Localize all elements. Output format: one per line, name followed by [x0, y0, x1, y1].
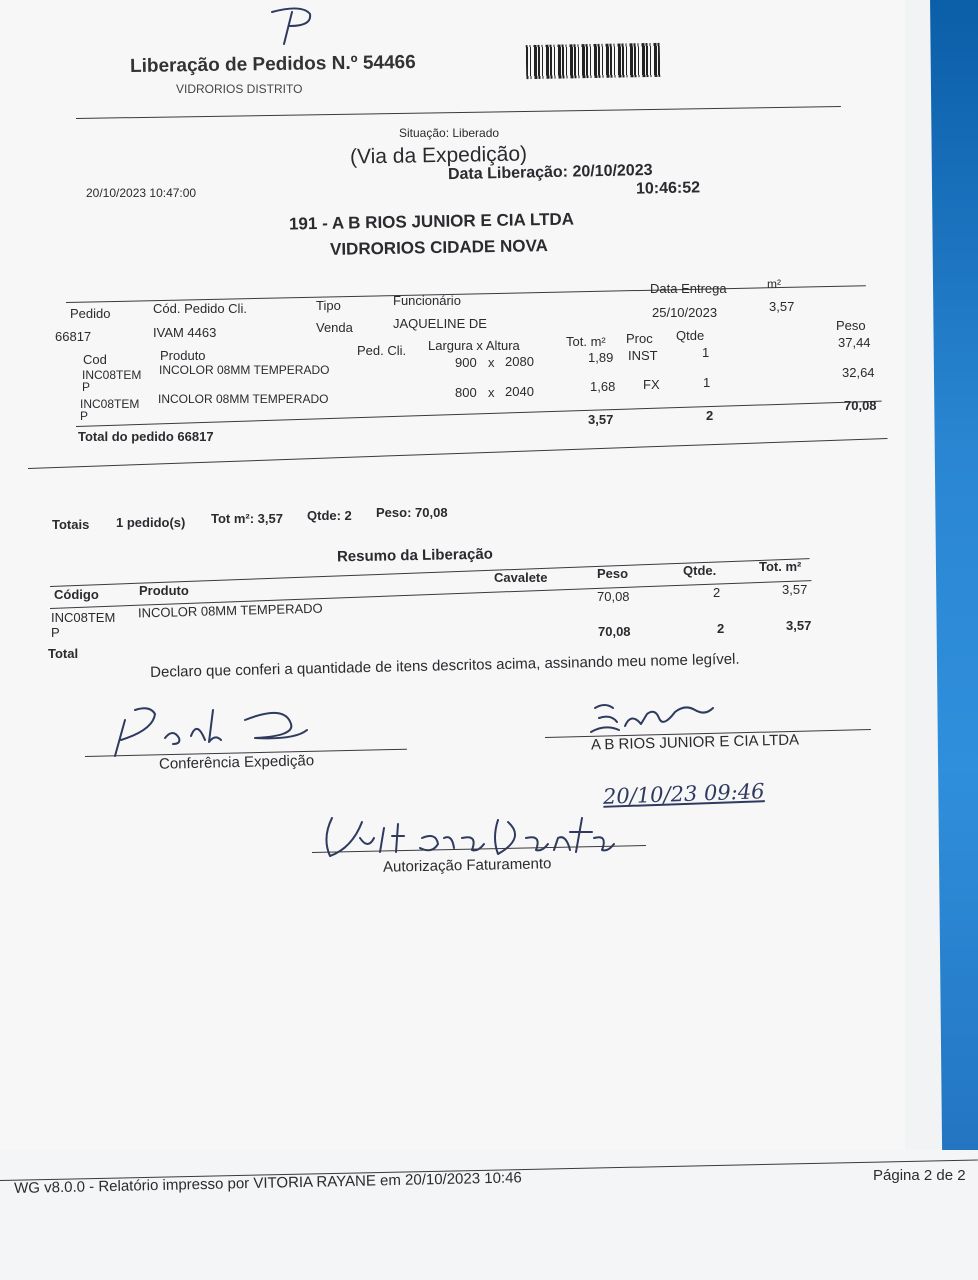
handwritten-date: 20/10/23 09:46 [602, 779, 765, 809]
order-type: Venda [316, 320, 353, 335]
document-title: Liberação de Pedidos N.º 54466 [129, 52, 416, 77]
page-number: Página 2 de 2 [873, 1167, 966, 1184]
col-codigo: Código [54, 587, 99, 602]
summary-total-qtde: 2 [717, 621, 725, 636]
order-employee: JAQUELINE DE [393, 316, 487, 331]
handwritten-initial [262, 4, 322, 48]
summary-qtde: 2 [713, 585, 721, 600]
col-largura-altura: Largura x Altura [428, 338, 520, 353]
col-tot-m2: Tot. m² [759, 559, 802, 574]
item-peso: 37,44 [838, 335, 871, 350]
col-peso: Peso [597, 566, 629, 581]
item-cod-suffix: P [82, 380, 91, 394]
barcode [526, 43, 661, 79]
footer-printed-by: WG v8.0.0 - Relatório impresso por VITORIA RAYANE em 20/10/2023 10:46 [14, 1169, 522, 1197]
col-funcionario: Funcionário [393, 293, 461, 308]
release-date: Data Liberação: 20/10/2023 [447, 161, 653, 184]
col-data-entrega: Data Entrega [650, 281, 727, 296]
col-qtde: Qtde. [683, 563, 717, 578]
summary-total-peso: 70,08 [598, 624, 631, 639]
client-name: 191 - A B RIOS JUNIOR E CIA LTDA [288, 209, 575, 234]
order-total-qtde: 2 [706, 408, 714, 423]
order-m2: 3,57 [769, 299, 795, 314]
conferencia-label: Conferência Expedição [158, 752, 315, 773]
summary-code-suffix: P [51, 625, 60, 640]
summary-total-m2: 3,57 [786, 618, 812, 633]
summary-product: INCOLOR 08MM TEMPERADO [137, 600, 323, 621]
item-product: INCOLOR 08MM TEMPERADO [159, 363, 330, 377]
item-cod: INC08TEM [80, 397, 140, 411]
order-total-label: Total do pedido 66817 [78, 429, 214, 444]
item-product: INCOLOR 08MM TEMPERADO [158, 392, 329, 406]
declaration-text: Declaro que conferi a quantidade de itens descritos acima, assinando meu nome legível. [150, 650, 740, 681]
signature-client [585, 698, 725, 738]
totals-label: Totais [52, 517, 90, 532]
order-total-peso: 70,08 [844, 398, 877, 413]
col-proc: Proc [626, 331, 653, 346]
item-proc: INST [628, 348, 658, 363]
col-tipo: Tipo [316, 298, 341, 313]
summary-title: Resumo da Liberação [336, 545, 494, 566]
client-store: VIDRORIOS CIDADE NOVA [329, 236, 549, 259]
item-x: x [488, 385, 495, 400]
company-name: VIDRORIOS DISTRITO [176, 82, 303, 96]
col-cod-cli: Cód. Pedido Cli. [153, 301, 247, 316]
totals-m2: Tot m²: 3,57 [211, 511, 283, 526]
summary-code: INC08TEM [51, 610, 116, 625]
summary-m2: 3,57 [782, 582, 808, 597]
col-cod: Cod [83, 352, 107, 367]
col-cavalete: Cavalete [494, 570, 548, 585]
col-pedido: Pedido [70, 306, 111, 321]
item-qtde: 1 [702, 345, 710, 360]
item-width: 800 [455, 385, 477, 400]
item-x: x [488, 355, 495, 370]
item-height: 2080 [505, 354, 534, 369]
item-peso: 32,64 [842, 365, 875, 380]
item-cod: INC08TEM [82, 368, 142, 382]
autorizacao-label: Autorização Faturamento [382, 855, 552, 876]
item-proc: FX [643, 377, 660, 392]
col-tot-m2: Tot. m² [566, 334, 606, 349]
order-client-code: IVAM 4463 [153, 325, 217, 340]
col-peso: Peso [836, 318, 866, 333]
order-delivery-date: 25/10/2023 [652, 305, 718, 320]
totals-orders: 1 pedido(s) [116, 515, 186, 530]
item-tot-m2: 1,89 [588, 350, 614, 365]
col-produto: Produto [139, 583, 189, 598]
item-qtde: 1 [703, 375, 711, 390]
status-text: Situação: Liberado [399, 126, 500, 140]
client-signature-label: A B RIOS JUNIOR E CIA LTDA [590, 731, 800, 754]
summary-peso: 70,08 [597, 589, 630, 604]
release-time: 10:46:52 [635, 179, 701, 198]
item-cod-suffix: P [80, 409, 89, 423]
col-qtde: Qtde [676, 328, 705, 343]
col-produto: Produto [160, 348, 206, 363]
signature-autorizacao [312, 808, 632, 864]
order-number: 66817 [55, 329, 92, 344]
item-height: 2040 [505, 384, 534, 399]
totals-peso: Peso: 70,08 [376, 505, 448, 520]
summary-total-label: Total [48, 646, 79, 661]
col-ped-cli: Ped. Cli. [357, 343, 407, 358]
totals-qtde: Qtde: 2 [307, 508, 352, 523]
printed-at: 20/10/2023 10:47:00 [86, 186, 197, 200]
col-m2: m² [767, 277, 781, 291]
order-total-m2: 3,57 [588, 412, 614, 427]
copy-label: (Via da Expedição) [349, 142, 528, 169]
item-tot-m2: 1,68 [590, 379, 616, 394]
item-width: 900 [455, 355, 477, 370]
